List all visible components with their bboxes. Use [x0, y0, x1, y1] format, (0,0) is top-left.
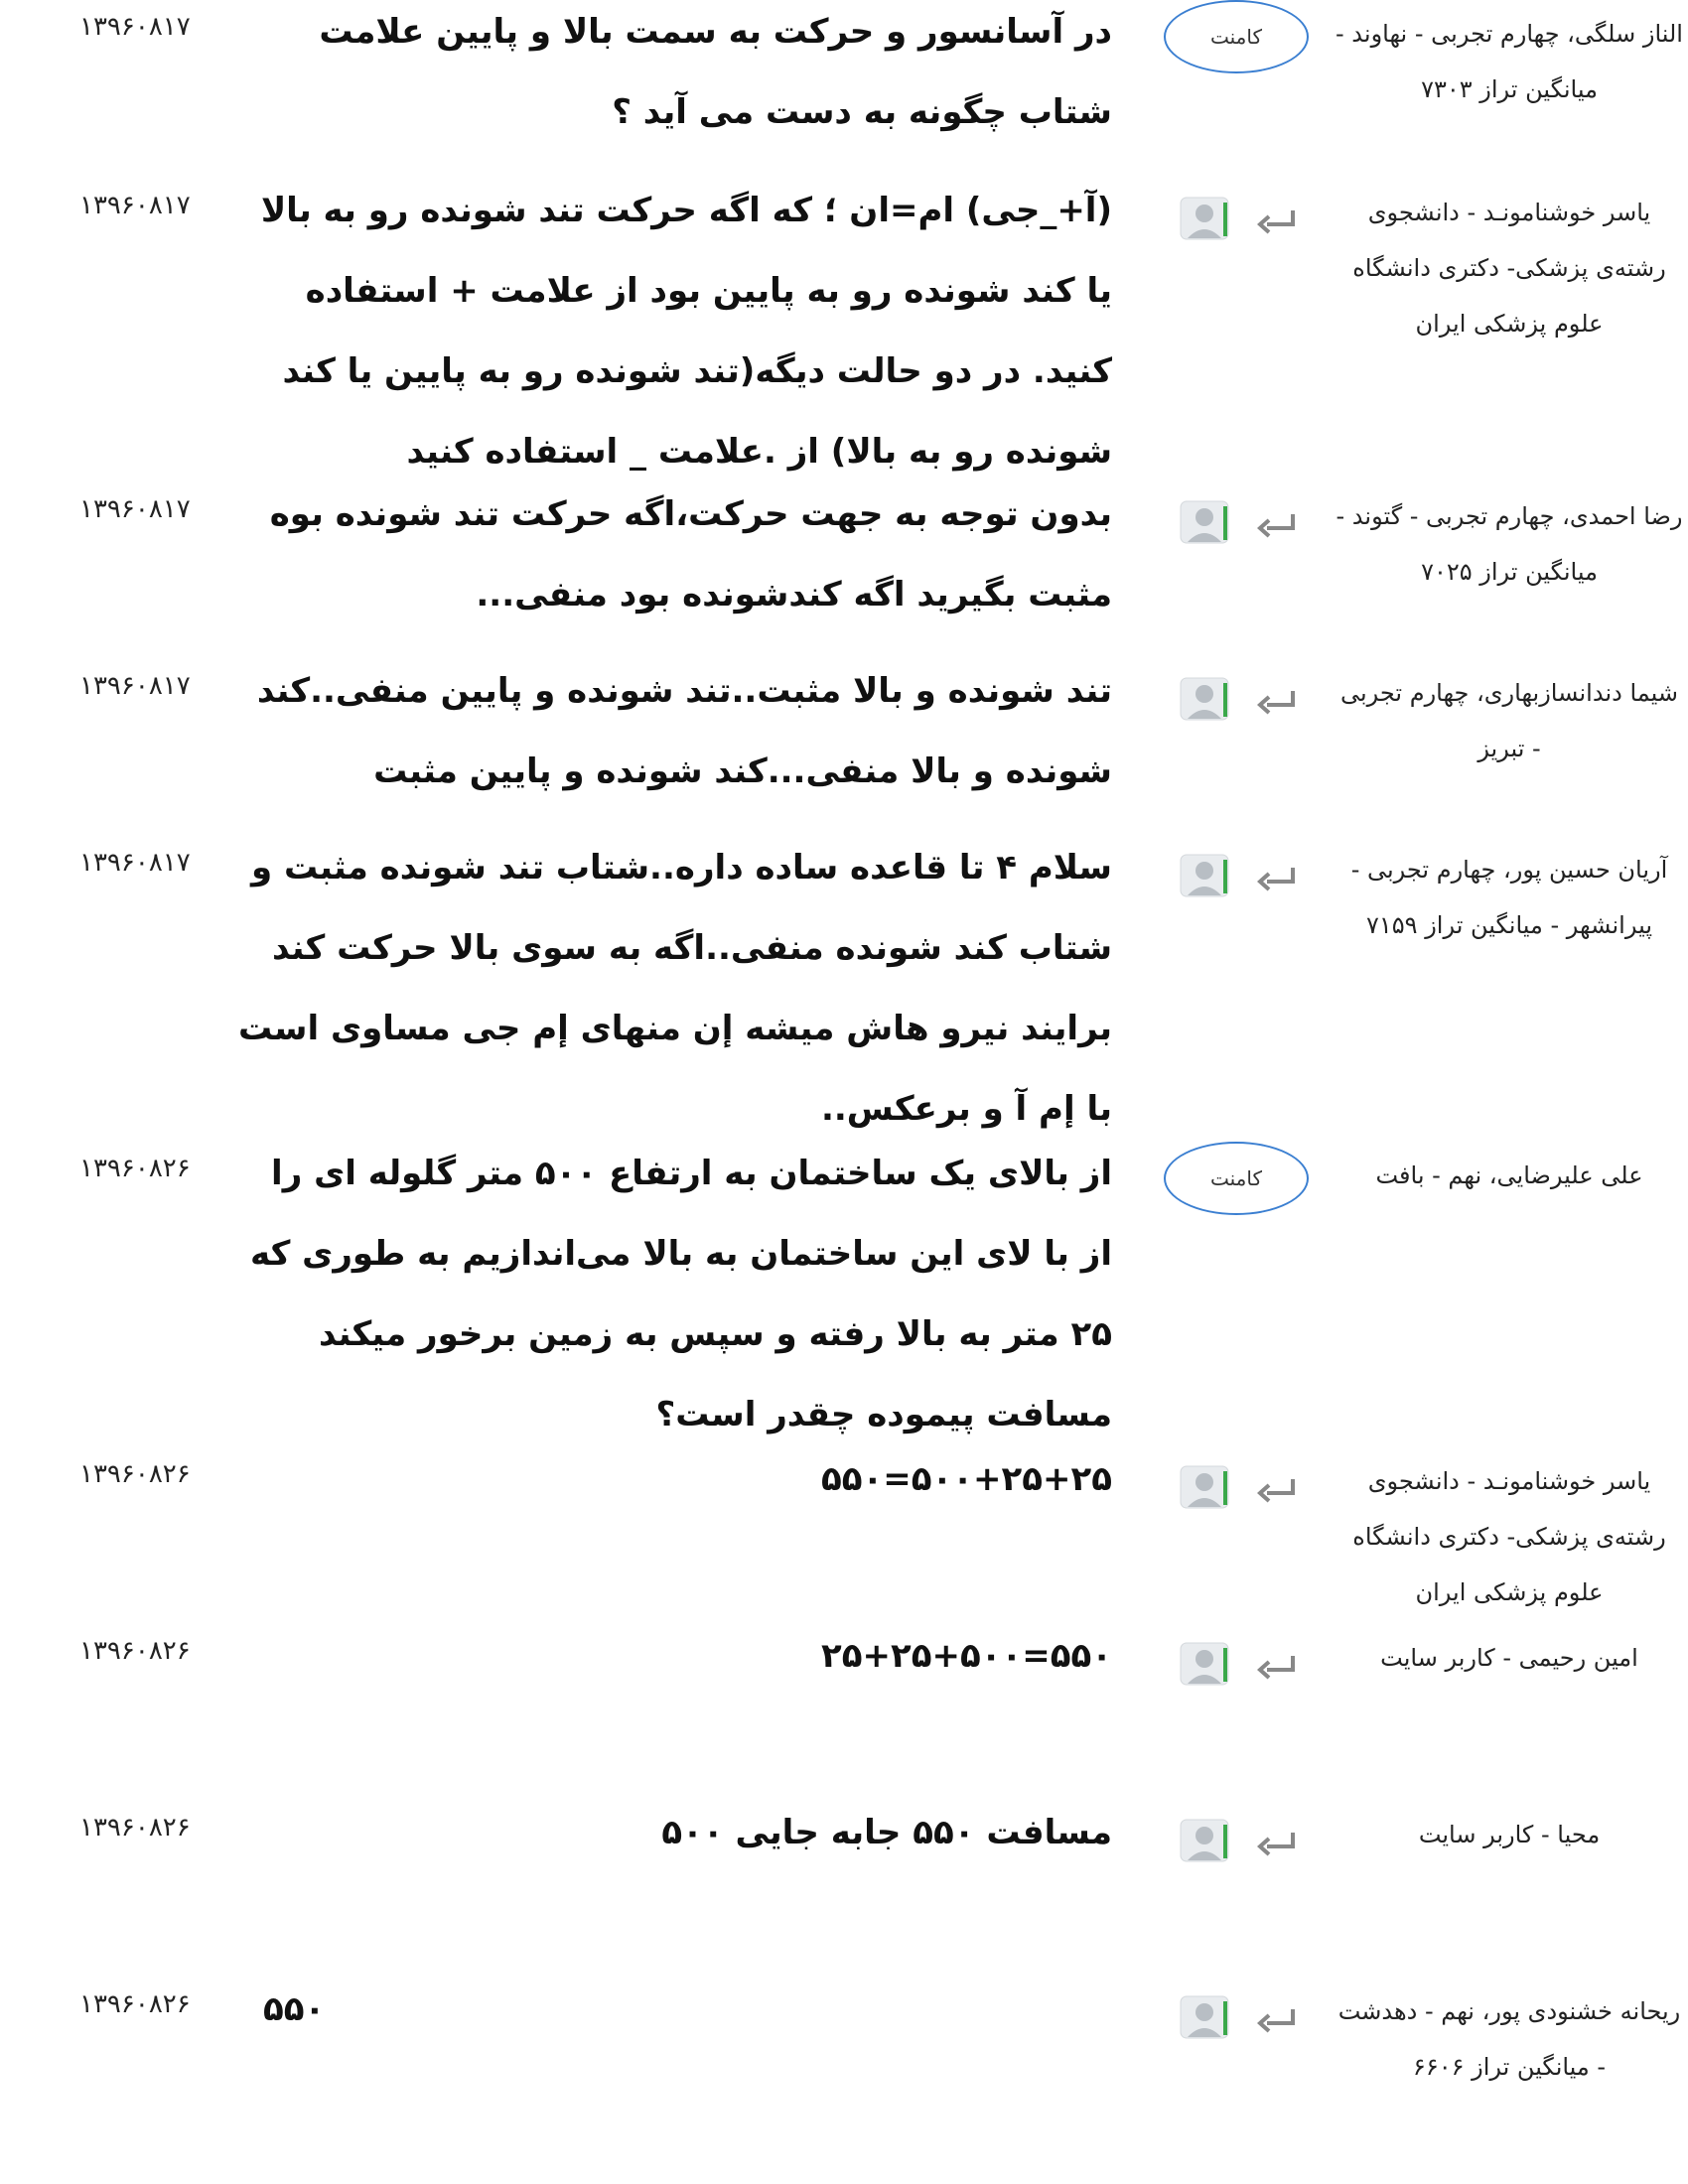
- comment-text: تند شونده و بالا مثبت..تند شونده و پایین منفی..کند شونده و بالا منفی...کند شونده و پایین مثبت: [256, 671, 1112, 791]
- comment-date: ۱۳۹۶۰۸۲۶: [79, 1813, 191, 1843]
- reply-controls: [1180, 1463, 1299, 1513]
- user-avatar-icon: [1180, 677, 1229, 721]
- comment-date: ۱۳۹۶۰۸۱۷: [79, 191, 191, 220]
- comment-author: محیا - کاربر سایت: [1418, 1821, 1601, 1848]
- comment-author: یاسر خوشنامونـد - دانشجوی رشته‌ی پزشکی- دکتری دانشگاه علوم پزشکی ایران: [1352, 1467, 1666, 1606]
- comment-date: ۱۳۹۶۰۸۱۷: [79, 12, 191, 42]
- comment-text: بدون توجه به جهت حرکت،اگه حرکت تند شونده بوه مثبت بگیرید اگه کندشونده بود منفی...: [269, 494, 1112, 614]
- user-avatar-icon: [1180, 854, 1229, 897]
- comment-author: علی علیرضایی، نهم - بافت: [1375, 1161, 1643, 1189]
- comment-date: ۱۳۹۶۰۸۲۶: [79, 1154, 191, 1183]
- comment-text: ۵۰۰+۲۵+۲۵=۵۵۰: [820, 1459, 1112, 1499]
- comment-date: ۱۳۹۶۰۸۲۶: [79, 1989, 191, 2019]
- comment-author: الناز سلگی، چهارم تجربی - نهاوند - میانگین تراز ۷۳۰۳: [1336, 20, 1683, 103]
- reply-arrow-icon[interactable]: [1257, 1475, 1297, 1503]
- comment-author: رضا احمدی، چهارم تجربی - گتوند - میانگین تراز ۷۰۲۵: [1336, 502, 1683, 586]
- user-avatar-icon: [1180, 1819, 1229, 1862]
- reply-arrow-icon[interactable]: [1257, 206, 1297, 234]
- comment-badge-button[interactable]: کامنت: [1164, 1142, 1309, 1215]
- user-avatar-icon: [1180, 500, 1229, 544]
- reply-controls: [1180, 498, 1299, 548]
- comment-text: مسافت ۵۵۰ جابه جایی ۵۰۰: [661, 1813, 1112, 1852]
- comment-text: سلام ۴ تا قاعده ساده داره..شتاب تند شونده مثبت و شتاب کند شونده منفی..اگه به سوی بالا حرکت کند برایند نیرو هاش میشه إن منهای إم جی مساوی است با إم آ و برعکس..: [238, 848, 1112, 1129]
- reply-controls: [1180, 1817, 1299, 1866]
- comment-date: ۱۳۹۶۰۸۱۷: [79, 848, 191, 878]
- comment-date: ۱۳۹۶۰۸۲۶: [79, 1459, 191, 1489]
- comment-date: ۱۳۹۶۰۸۱۷: [79, 494, 191, 524]
- comment-text: ۵۵۰: [263, 1989, 326, 2029]
- reply-controls: [1180, 1993, 1299, 2043]
- user-avatar-icon: [1180, 1642, 1229, 1686]
- reply-arrow-icon[interactable]: [1257, 2005, 1297, 2033]
- comment-text: (آ+_جی) ام=ان ؛ که اگه حرکت تند شونده رو به بالا یا کند شونده رو به پایین بود از علامت + استفاده کنید. در دو حالت دیگه(تند شونده رو به پایین یا کند شونده رو به بالا) از .علامت _ استفاده کنید: [260, 191, 1112, 472]
- reply-arrow-icon[interactable]: [1257, 1829, 1297, 1856]
- comment-date: ۱۳۹۶۰۸۱۷: [79, 671, 191, 701]
- user-avatar-icon: [1180, 1995, 1229, 2039]
- comment-text: از بالای یک ساختمان به ارتفاع ۵۰۰ متر گلوله ای را از با لای این ساختمان به بالا می‌اندازیم به طوری که ۲۵ متر به بالا رفته و سپس به زمین برخور میکند مسافت پیموده چقدر است؟: [249, 1154, 1112, 1434]
- comment-text: ۵۵۰=۲۵+۲۵+۵۰۰: [820, 1636, 1112, 1676]
- comment-text: در آسانسور و حرکت به سمت بالا و پایین علامت شتاب چگونه به دست می آید ؟: [319, 12, 1112, 132]
- reply-arrow-icon[interactable]: [1257, 864, 1297, 891]
- comment-author: امین رحیمی - کاربر سایت: [1380, 1644, 1638, 1672]
- reply-arrow-icon[interactable]: [1257, 510, 1297, 538]
- comment-author: شیما دندانسازبهاری، چهارم تجربی - تبریز: [1340, 679, 1678, 762]
- user-avatar-icon: [1180, 197, 1229, 240]
- reply-controls: [1180, 852, 1299, 901]
- reply-controls: [1180, 195, 1299, 244]
- comment-badge-button[interactable]: کامنت: [1164, 0, 1309, 73]
- reply-arrow-icon[interactable]: [1257, 1652, 1297, 1680]
- reply-controls: [1180, 675, 1299, 725]
- comment-date: ۱۳۹۶۰۸۲۶: [79, 1636, 191, 1666]
- reply-arrow-icon[interactable]: [1257, 687, 1297, 715]
- comment-author: آریان حسین پور، چهارم تجربی - پیرانشهر - میانگین تراز ۷۱۵۹: [1350, 856, 1668, 939]
- reply-controls: [1180, 1640, 1299, 1690]
- comment-author: ریحانه خشنودی پور، نهم - دهدشت - میانگین تراز ۶۶۰۶: [1337, 1997, 1681, 2081]
- user-avatar-icon: [1180, 1465, 1229, 1509]
- comment-author: یاسر خوشنامونـد - دانشجوی رشته‌ی پزشکی- دکتری دانشگاه علوم پزشکی ایران: [1352, 199, 1666, 338]
